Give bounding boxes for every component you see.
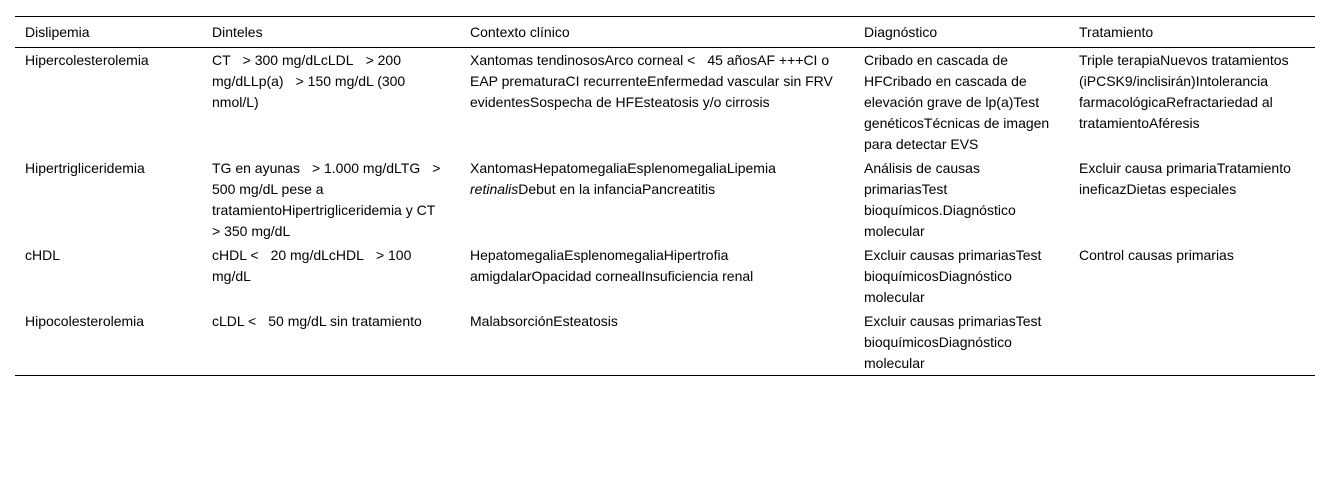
table-row	[15, 156, 1315, 243]
contexto-part: Xantomas tendinososArco corneal <	[470, 52, 696, 68]
cell-dinteles	[202, 156, 460, 243]
cell-dislipemia: Hipercolesterolemia	[25, 52, 149, 68]
table-body	[15, 48, 1315, 376]
dinteles-part: > 500 mg/dL pese a tratamientoHipertrigliceridemia y CT	[212, 160, 441, 218]
cell-dinteles	[202, 243, 460, 309]
dinteles-part: > 200 mg/dLLp(a)	[212, 52, 402, 89]
cell-dislipemia: Hipertrigliceridemia	[25, 160, 145, 176]
dinteles-part: cHDL <	[212, 247, 259, 263]
contexto-part: XantomasHepatomegaliaEsplenomegaliaLipemia	[470, 160, 776, 176]
cell-dislipemia: cHDL	[25, 247, 61, 263]
cell-tratamiento	[1069, 309, 1315, 376]
table-row	[15, 48, 1315, 157]
cell-contexto-clinico: MalabsorciónEsteatosis	[470, 313, 618, 329]
header-diagnostico: Diagnóstico	[864, 24, 938, 40]
table-header	[15, 17, 1315, 48]
dinteles-part: > 300 mg/dLcLDL	[242, 52, 354, 68]
dinteles-part: 20 mg/dLcHDL	[270, 247, 364, 263]
cell-dinteles	[202, 309, 460, 376]
table-row	[15, 243, 1315, 309]
cell-contexto-clinico	[460, 48, 854, 157]
dinteles-part: > 150 mg/dL (300 nmol/L)	[212, 73, 406, 110]
cell-contexto-clinico	[460, 156, 854, 243]
header-row	[15, 17, 1315, 48]
cell-diagnostico: Excluir causas primariasTest bioquímicosDiagnóstico molecular	[864, 247, 1042, 305]
header-contexto-clinico: Contexto clínico	[470, 24, 570, 40]
cell-dinteles	[202, 48, 460, 157]
dinteles-part: > 100 mg/dL	[212, 247, 412, 284]
dyslipidemia-table	[15, 16, 1315, 376]
cell-diagnostico: Cribado en cascada de HFCribado en cascada de elevación grave de lp(a)Test genéticosTécnicas de imagen para detectar EVS	[864, 52, 1050, 152]
cell-diagnostico: Análisis de causas primariasTest bioquímicos.Diagnóstico molecular	[864, 160, 1016, 239]
dinteles-part: 50 mg/dL sin tratamiento	[268, 313, 422, 329]
cell-tratamiento: Triple terapiaNuevos tratamientos (iPCSK9/inclisirán)Intolerancia farmacológicaRefractariedad al tratamientoAféresis	[1079, 52, 1289, 131]
cell-tratamiento: Control causas primarias	[1079, 247, 1234, 263]
dinteles-part: cLDL <	[212, 313, 257, 329]
cell-tratamiento: Excluir causa primariaTratamiento ineficazDietas especiales	[1079, 160, 1291, 197]
header-dinteles: Dinteles	[212, 24, 263, 40]
table-row	[15, 309, 1315, 376]
cell-contexto-clinico: HepatomegaliaEsplenomegaliaHipertrofia amigdalarOpacidad cornealInsuficiencia renal	[470, 247, 754, 284]
contexto-italic: retinalis	[470, 181, 519, 197]
dinteles-part: CT	[212, 52, 231, 68]
dinteles-part: > 1.000 mg/dLTG	[311, 160, 421, 176]
table-container	[15, 16, 1315, 376]
contexto-part: Debut en la infanciaPancreatitis	[518, 181, 716, 197]
cell-dislipemia: Hipocolesterolemia	[25, 313, 145, 329]
cell-diagnostico: Excluir causas primariasTest bioquímicosDiagnóstico molecular	[864, 313, 1042, 371]
dinteles-part: > 350 mg/dL	[212, 223, 291, 239]
dinteles-part: TG en ayunas	[212, 160, 300, 176]
header-tratamiento: Tratamiento	[1079, 24, 1154, 40]
header-dislipemia: Dislipemia	[25, 24, 90, 40]
contexto-part: 45 añosAF +++CI o EAP prematuraCI recurrenteEnfermedad vascular sin FRV evidentesSospecha de HFEsteatosis y/o cirrosis	[470, 52, 833, 110]
